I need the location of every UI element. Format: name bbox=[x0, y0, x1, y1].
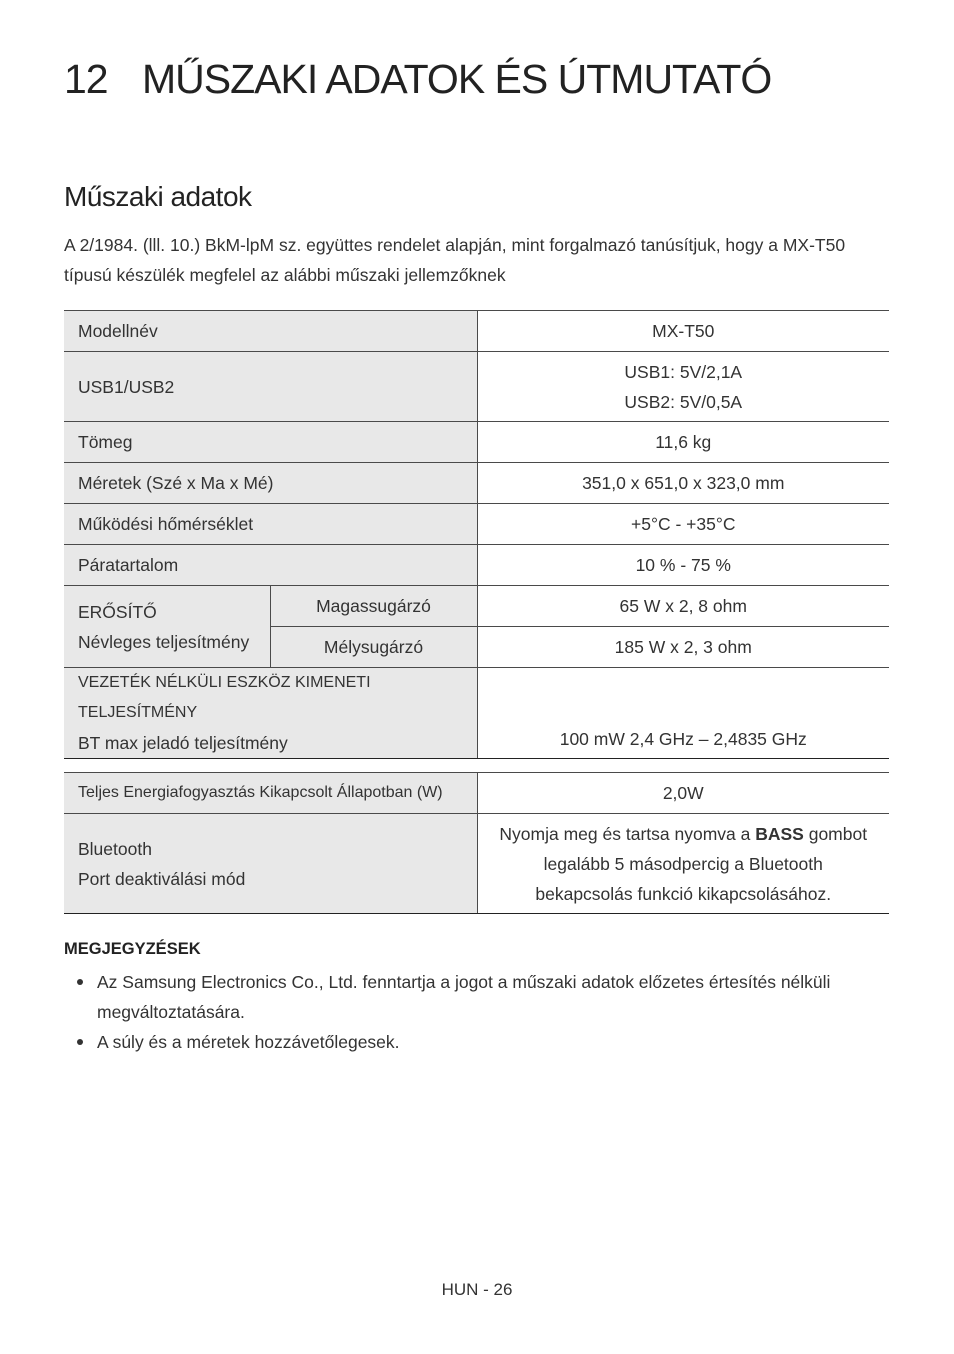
usb1-value: USB1: 5V/2,1A bbox=[624, 361, 743, 382]
note-line: A súly és a méretek hozzávetőlegesek. bbox=[97, 1032, 400, 1052]
dims-label: Méretek (Szé x Ma x Mé) bbox=[64, 463, 477, 504]
amp-label-line2: Névleges teljesítmény bbox=[78, 631, 250, 652]
table-row bbox=[64, 463, 889, 504]
model-label: Modellnév bbox=[64, 311, 477, 352]
humidity-value: 10 % - 75 % bbox=[477, 545, 889, 586]
amp-label-line1: ERŐSÍTŐ bbox=[78, 601, 157, 622]
list-item bbox=[64, 1027, 890, 1057]
bt-label bbox=[64, 814, 477, 914]
bt-value-line2: legalább 5 másodpercig a Bluetooth bbox=[543, 853, 823, 874]
table-row bbox=[64, 814, 889, 914]
weight-value: 11,6 kg bbox=[477, 422, 889, 463]
intro-line: A 2/1984. (lll. 10.) BkM-lpM sz. együttes rendelet alapján, mint forgalmazó tanúsítjuk, hogy a MX-T50 bbox=[64, 235, 846, 255]
usb-value bbox=[477, 352, 889, 422]
power-table bbox=[64, 772, 889, 914]
wireless-label-line1: VEZETÉK NÉLKÜLI ESZKÖZ KIMENETI TELJESÍTMÉNY bbox=[78, 674, 371, 721]
spec-table bbox=[64, 310, 889, 759]
humidity-label: Páratartalom bbox=[64, 545, 477, 586]
amp-label bbox=[64, 586, 270, 668]
usb-label: USB1/USB2 bbox=[64, 352, 477, 422]
temp-label: Működési hőmérséklet bbox=[64, 504, 477, 545]
list-item bbox=[64, 967, 890, 1027]
wireless-label-line2: BT max jeladó teljesítmény bbox=[78, 733, 288, 753]
notes-list bbox=[64, 967, 890, 1057]
intro-paragraph bbox=[64, 230, 890, 290]
dims-value: 351,0 x 651,0 x 323,0 mm bbox=[477, 463, 889, 504]
chapter-number: 12 bbox=[64, 56, 108, 102]
bt-value-line3: bekapcsolás funkció kikapcsolásához. bbox=[535, 883, 832, 904]
table-row bbox=[64, 545, 889, 586]
tweeter-value: 65 W x 2, 8 ohm bbox=[477, 586, 889, 627]
section-title: Műszaki adatok bbox=[64, 181, 252, 212]
page-number: HUN - 26 bbox=[441, 1280, 513, 1299]
chapter-title: MŰSZAKI ADATOK ÉS ÚTMUTATÓ bbox=[142, 56, 772, 102]
woofer-value: 185 W x 2, 3 ohm bbox=[477, 627, 889, 668]
wireless-label bbox=[64, 668, 477, 759]
usb2-value: USB2: 5V/0,5A bbox=[624, 391, 743, 412]
bullet-icon bbox=[77, 1039, 83, 1045]
table-row bbox=[64, 422, 889, 463]
bt-value-line1 bbox=[492, 819, 876, 849]
bt-label-line2: Port deaktiválási mód bbox=[78, 868, 246, 889]
tweeter-label: Magassugárzó bbox=[270, 586, 477, 627]
table-row bbox=[64, 773, 889, 814]
chapter-heading bbox=[64, 56, 771, 103]
weight-label: Tömeg bbox=[64, 422, 477, 463]
table-row bbox=[64, 586, 889, 627]
bt-value-text: Nyomja meg és tartsa nyomva a bbox=[499, 823, 756, 844]
table-row bbox=[64, 352, 889, 422]
note-line: Az Samsung Electronics Co., Ltd. fenntartja a jogot a műszaki adatok előzetes értesítés nélküli bbox=[97, 972, 831, 992]
bt-value bbox=[477, 814, 889, 914]
note-line: megváltoztatására. bbox=[97, 1002, 245, 1022]
bt-value-text: gombot bbox=[803, 823, 868, 844]
wireless-value: 100 mW 2,4 GHz – 2,4835 GHz bbox=[477, 668, 889, 759]
bt-label-line1: Bluetooth bbox=[78, 838, 152, 859]
notes-heading: MEGJEGYZÉSEK bbox=[64, 940, 201, 958]
table-row bbox=[64, 668, 889, 759]
table-row bbox=[64, 504, 889, 545]
standby-value: 2,0W bbox=[477, 773, 889, 814]
temp-value: +5°C - +35°C bbox=[477, 504, 889, 545]
model-value: MX-T50 bbox=[477, 311, 889, 352]
standby-label: Teljes Energiafogyasztás Kikapcsolt Állapotban (W) bbox=[64, 773, 477, 814]
table-row bbox=[64, 311, 889, 352]
intro-line: típusú készülék megfelel az alábbi műszaki jellemzőknek bbox=[64, 265, 506, 285]
bass-keyword: BASS bbox=[755, 823, 804, 844]
bullet-icon bbox=[77, 979, 83, 985]
woofer-label: Mélysugárzó bbox=[270, 627, 477, 668]
